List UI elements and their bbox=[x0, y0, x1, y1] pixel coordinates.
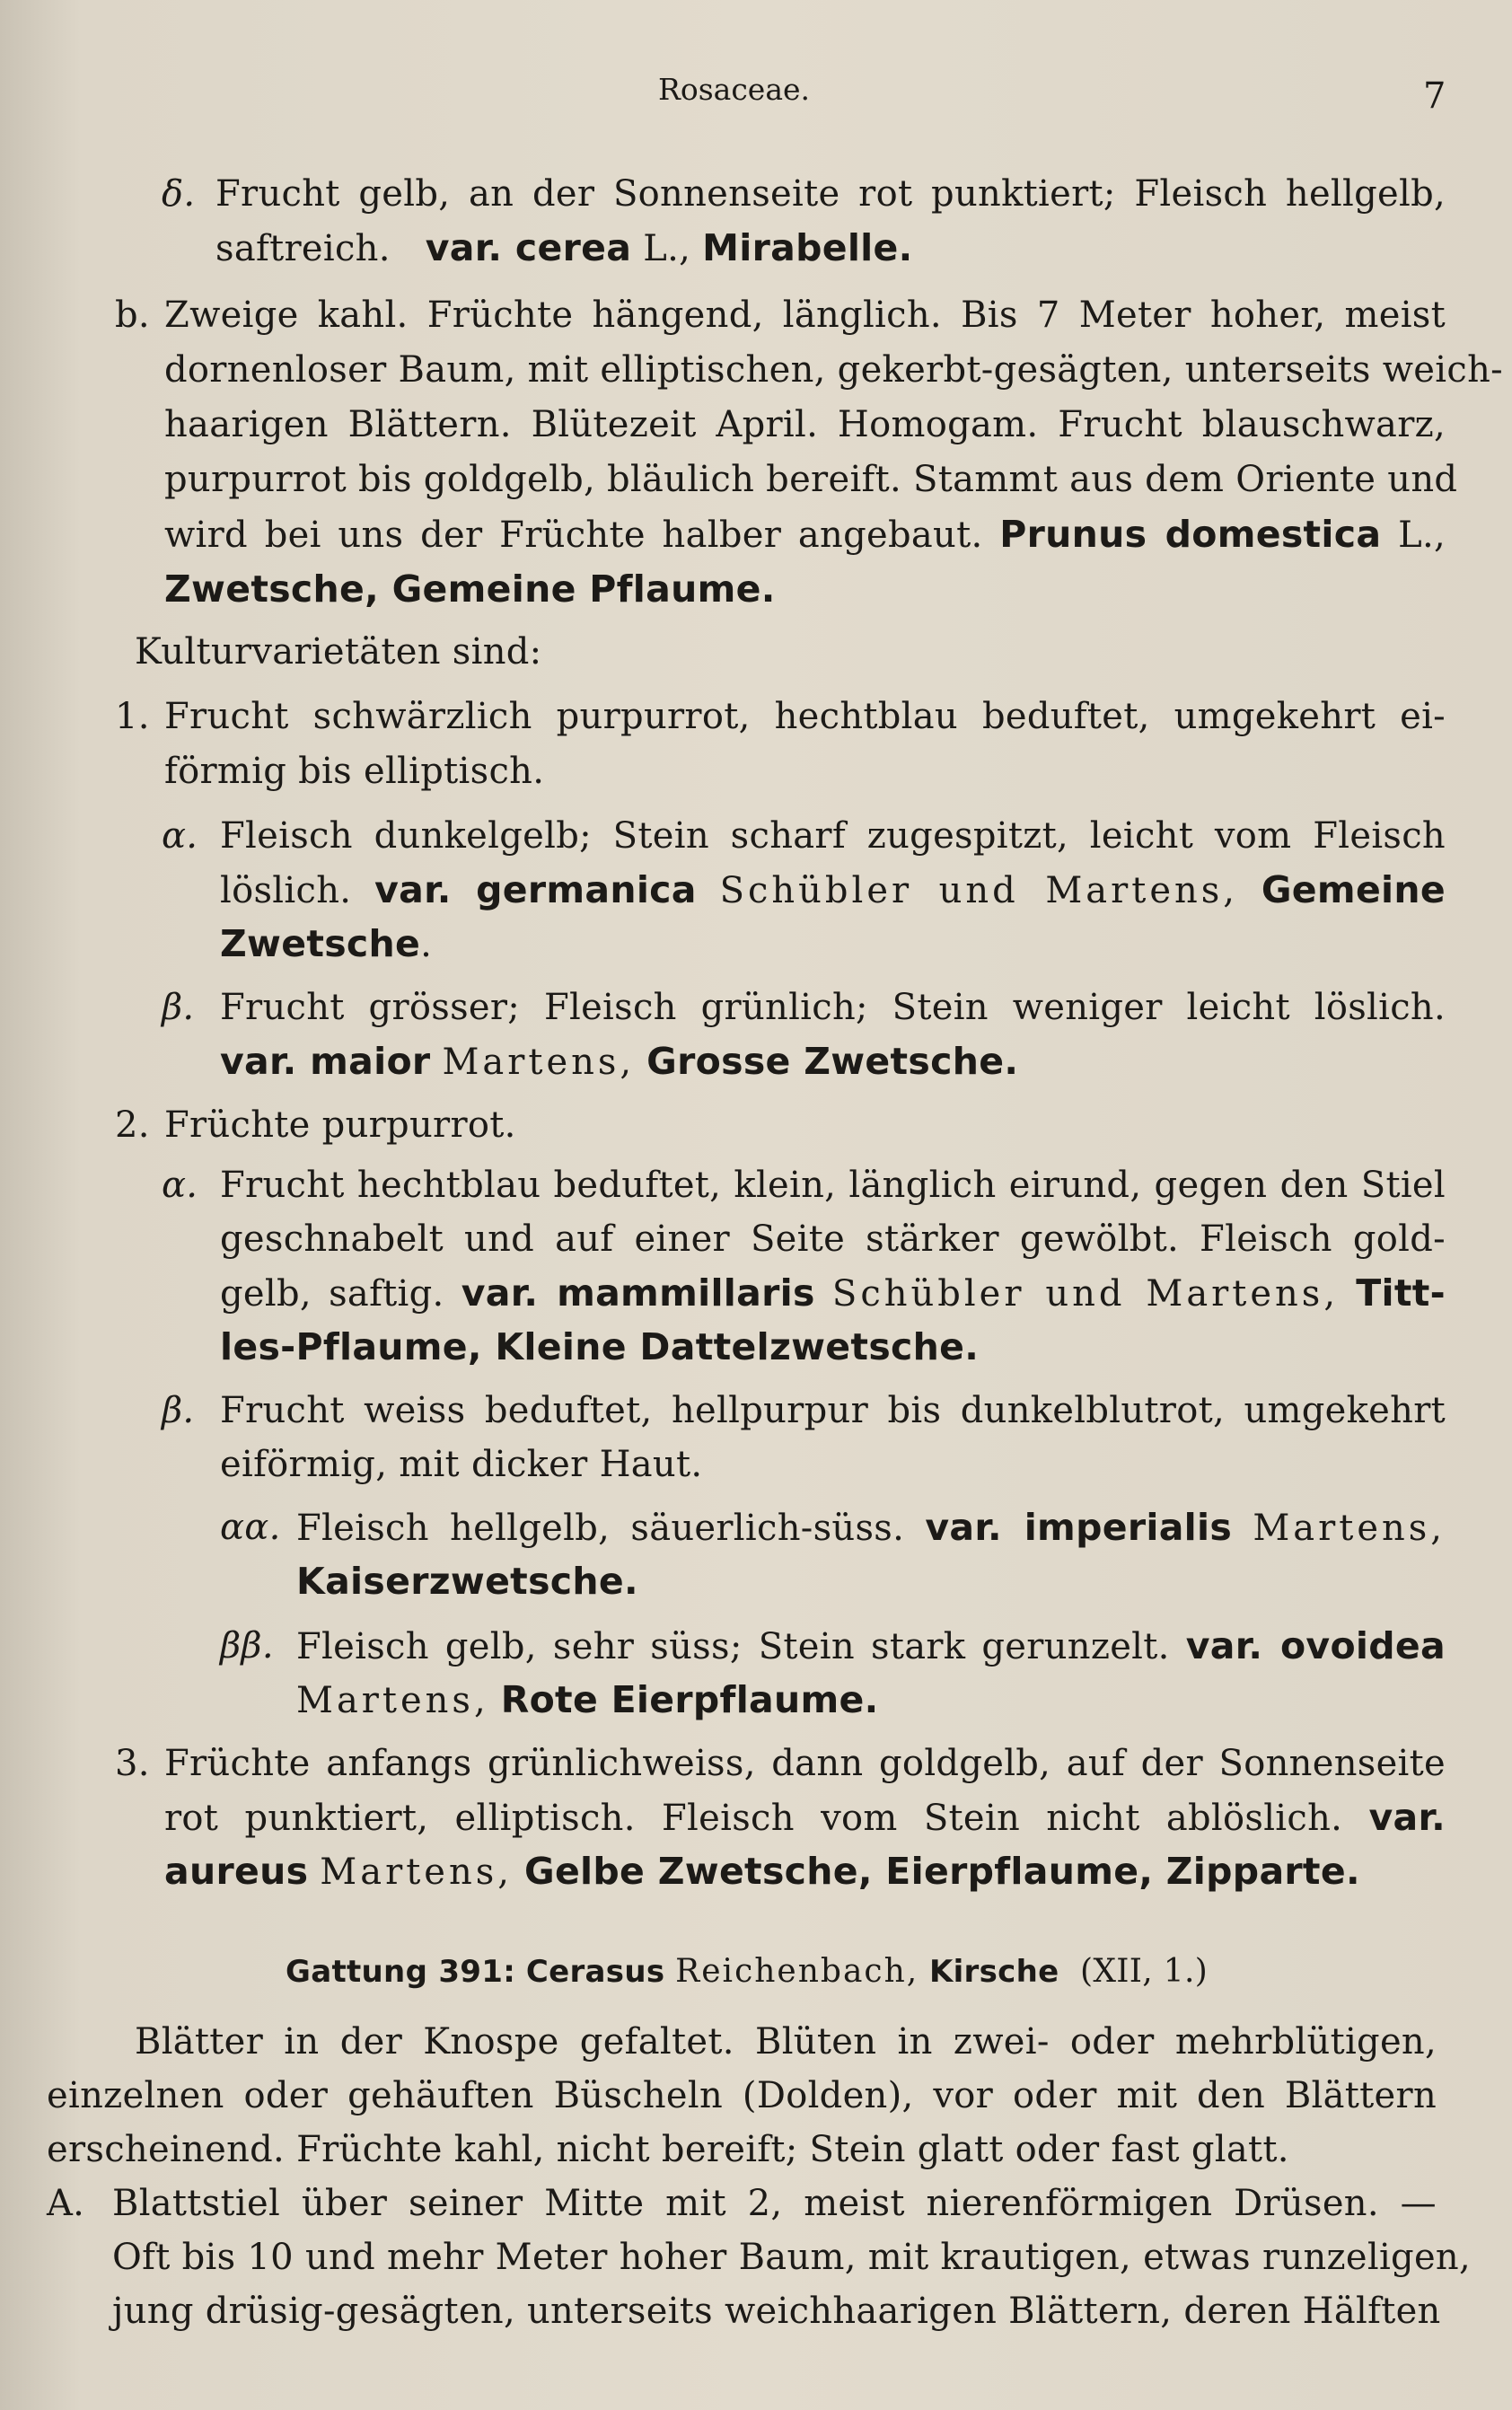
item1-alpha-line-3 bbox=[220, 920, 432, 968]
common-names: Gelbe Zwetsche, Eierpflaume, Zipparte. bbox=[524, 1850, 1360, 1893]
common-name: Zwetsche bbox=[220, 922, 421, 965]
genus-number: Gattung 391: bbox=[286, 1954, 516, 1990]
item2-alpha-line-1: Frucht hechtblau beduftet, klein, länglich eirund, gegen den Stiel bbox=[220, 1165, 1446, 1206]
author: L., bbox=[643, 228, 703, 269]
item2-beta-line-1: Frucht weiss beduftet, hellpurpur bis dunkelblutrot, umgekehrt bbox=[220, 1390, 1446, 1431]
b-line-6 bbox=[164, 566, 776, 613]
item3-line-3 bbox=[164, 1848, 1360, 1895]
cerasus-line-3: erscheinend. Früchte kahl, nicht bereift; Stein glatt oder fast glatt. bbox=[47, 2129, 1289, 2170]
gattung-heading bbox=[286, 1948, 1208, 1995]
item2-alpha-marker: α. bbox=[162, 1165, 198, 1206]
delta-line-1: Frucht gelb, an der Sonnenseite rot punktiert; Fleisch hellgelb, bbox=[215, 173, 1446, 215]
delta-marker: δ. bbox=[162, 173, 196, 215]
item2-aa-line-2 bbox=[296, 1558, 638, 1605]
text: gelb, saftig. bbox=[220, 1273, 444, 1315]
item2-alpha-line-2: geschnabelt und auf einer Seite stärker gewölbt. Fleisch gold- bbox=[220, 1218, 1446, 1260]
variety-prefix: var. bbox=[1368, 1796, 1446, 1839]
page-number: 7 bbox=[1423, 75, 1446, 117]
common-name: Zwetsche, Gemeine Pflaume. bbox=[164, 567, 776, 611]
common-name: Gemeine bbox=[1261, 868, 1446, 911]
variety-name: aureus bbox=[164, 1850, 309, 1893]
species-name: Prunus domestica bbox=[999, 513, 1382, 556]
item1-alpha-marker: α. bbox=[162, 815, 198, 857]
common-name: Grosse Zwetsche. bbox=[646, 1040, 1019, 1083]
item2-marker: 2. bbox=[115, 1104, 150, 1146]
variety-name: var. imperialis bbox=[925, 1506, 1233, 1549]
common-name: Kirsche bbox=[928, 1954, 1059, 1990]
b-line-5 bbox=[164, 511, 1446, 559]
kultur-heading: Kulturvarietäten sind: bbox=[135, 631, 542, 673]
b-marker: b. bbox=[115, 295, 150, 336]
author: Reichenbach, bbox=[675, 1953, 919, 1990]
text: löslich. bbox=[220, 870, 352, 911]
item1-beta-marker: β. bbox=[162, 987, 195, 1028]
author: Martens, bbox=[442, 1042, 636, 1083]
b-line-1: Zweige kahl. Früchte hängend, länglich. Bis 7 Meter hoher, meist bbox=[164, 295, 1446, 336]
item2-alpha-line-4 bbox=[220, 1324, 979, 1371]
b-line-3: haarigen Blättern. Blütezeit April. Homogam. Frucht blauschwarz, bbox=[164, 404, 1446, 445]
genus-name: Cerasus bbox=[525, 1954, 665, 1990]
item1-line-2: förmig bis elliptisch. bbox=[164, 751, 545, 792]
item2-bb-line-2 bbox=[296, 1676, 879, 1724]
b-line-4: purpurrot bis goldgelb, bläulich bereift. Stammt aus dem Oriente und bbox=[164, 459, 1458, 500]
item2-bb-marker: ββ. bbox=[220, 1625, 274, 1667]
item2-bb-line-1 bbox=[296, 1623, 1446, 1670]
cerasus-line-2: einzelnen oder gehäuften Büscheln (Dolden), vor oder mit den Blättern bbox=[47, 2075, 1437, 2116]
item1-marker: 1. bbox=[115, 696, 150, 737]
item3-line-1: Früchte anfangs grünlichweiss, dann goldgelb, auf der Sonnenseite bbox=[164, 1743, 1446, 1784]
linnaean-class: (XII, 1.) bbox=[1079, 1953, 1209, 1990]
text: saftreich. bbox=[215, 228, 391, 269]
A-line-2: Oft bis 10 und mehr Meter hoher Baum, mit krautigen, etwas runzeligen, bbox=[112, 2237, 1471, 2278]
item1-alpha-line-1: Fleisch dunkelgelb; Stein scharf zugespitzt, leicht vom Fleisch bbox=[220, 815, 1446, 857]
item1-beta-line-1: Frucht grösser; Fleisch grünlich; Stein weniger leicht löslich. bbox=[220, 987, 1446, 1028]
common-name: Kaiserzwetsche. bbox=[296, 1560, 638, 1603]
A-line-1: Blattstiel über seiner Mitte mit 2, meist nierenförmigen Drüsen. — bbox=[112, 2183, 1437, 2224]
item3-marker: 3. bbox=[115, 1743, 150, 1784]
item2-line-1: Früchte purpurrot. bbox=[164, 1104, 516, 1146]
common-name: Rote Eierpflaume. bbox=[500, 1678, 879, 1721]
common-name: Mirabelle. bbox=[702, 226, 913, 269]
item2-aa-line-1 bbox=[296, 1504, 1446, 1552]
running-title: Rosaceae. bbox=[658, 72, 811, 107]
item1-alpha-line-2 bbox=[220, 866, 1446, 914]
item2-alpha-line-3 bbox=[220, 1270, 1446, 1317]
common-name: Titt- bbox=[1356, 1271, 1446, 1315]
A-marker: A. bbox=[47, 2183, 85, 2224]
item3-line-2 bbox=[164, 1794, 1446, 1842]
item2-beta-marker: β. bbox=[162, 1390, 195, 1431]
author: L., bbox=[1398, 515, 1446, 556]
author: Schübler und Martens, bbox=[831, 1273, 1340, 1315]
variety-name: var. germanica bbox=[374, 868, 697, 911]
item2-aa-marker: αα. bbox=[220, 1507, 281, 1548]
author: Martens, bbox=[320, 1851, 513, 1893]
punctuation: . bbox=[420, 924, 433, 965]
text: wird bei uns der Früchte halber angebaut. bbox=[164, 515, 983, 556]
author: Martens, bbox=[1253, 1508, 1446, 1549]
variety-name: var. mammillaris bbox=[461, 1271, 815, 1315]
A-line-3: jung drüsig-gesägten, unterseits weichhaarigen Blättern, deren Hälften bbox=[112, 2291, 1441, 2332]
author: Schübler und Martens, bbox=[719, 870, 1239, 911]
item1-beta-line-2 bbox=[220, 1038, 1018, 1086]
variety-name: var. ovoidea bbox=[1185, 1624, 1446, 1667]
common-name: les-Pflaume, Kleine Dattelzwetsche. bbox=[220, 1325, 980, 1368]
variety-name: var. cerea bbox=[425, 226, 632, 269]
item2-beta-line-2: eiförmig, mit dicker Haut. bbox=[220, 1444, 703, 1485]
item1-line-1: Frucht schwärzlich purpurrot, hechtblau beduftet, umgekehrt ei- bbox=[164, 696, 1446, 737]
text: Fleisch hellgelb, säuerlich-süss. bbox=[296, 1508, 905, 1549]
delta-line-2 bbox=[215, 224, 913, 272]
author: Martens, bbox=[296, 1680, 489, 1721]
b-line-2: dornenloser Baum, mit elliptischen, gekerbt-gesägten, unterseits weich- bbox=[164, 349, 1503, 391]
text: rot punktiert, elliptisch. Fleisch vom Stein nicht ablöslich. bbox=[164, 1798, 1343, 1839]
variety-name: var. maior bbox=[220, 1040, 431, 1083]
cerasus-line-1: Blätter in der Knospe gefaltet. Blüten in zwei- oder mehrblütigen, bbox=[135, 2021, 1437, 2063]
text: Fleisch gelb, sehr süss; Stein stark gerunzelt. bbox=[296, 1626, 1170, 1667]
